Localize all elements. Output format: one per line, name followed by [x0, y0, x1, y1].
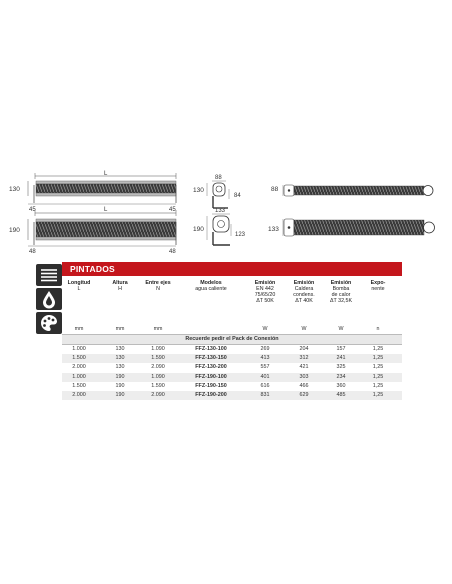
- table-cell: 831: [260, 391, 270, 398]
- table-cell: 2.000: [72, 364, 86, 371]
- col-header-exponente: Expo- nente: [370, 280, 386, 292]
- table-cell: 2.090: [151, 391, 165, 398]
- table-cell: 2.090: [151, 364, 165, 371]
- table-cell: 1,25: [372, 355, 384, 362]
- front-view-190: [9, 207, 176, 255]
- table-cell: 401: [260, 373, 270, 380]
- table-row: [62, 391, 402, 400]
- offset-right-label: 45: [169, 207, 176, 213]
- side-view-130: [193, 175, 241, 208]
- table-cell: 234: [336, 373, 346, 380]
- table-cell: 303: [299, 373, 309, 380]
- top-depth-label: 133: [268, 226, 279, 233]
- table-row: [62, 363, 402, 372]
- table-row: [62, 354, 402, 363]
- specs-table: [62, 262, 402, 400]
- table-cell: 1.090: [151, 346, 165, 352]
- front-view-130: [9, 171, 176, 213]
- table-cell: 1.590: [151, 382, 165, 389]
- table-cell: FFZ-130-150: [195, 355, 227, 362]
- table-body: [62, 345, 402, 400]
- table-cell: 557: [260, 364, 270, 371]
- top-view-190: [268, 219, 435, 236]
- table-cell: 1.000: [72, 373, 86, 380]
- length-label: L: [104, 171, 108, 177]
- table-cell: 616: [260, 382, 270, 389]
- table-cell: 190: [115, 373, 125, 380]
- table-title: PINTADOS: [62, 262, 402, 276]
- side-height-label: 130: [193, 187, 204, 194]
- table-cell: 485: [336, 391, 346, 398]
- table-cell: 130: [115, 364, 125, 371]
- table-cell: 1,25: [372, 382, 384, 389]
- table-cell: 241: [336, 355, 346, 362]
- table-cell: 1.500: [72, 382, 86, 389]
- offset-left-label: 48: [29, 249, 36, 255]
- length-label: L: [104, 207, 108, 213]
- table-cell: 130: [115, 355, 125, 362]
- side-view-190: [193, 208, 246, 245]
- table-cell: 190: [115, 391, 125, 398]
- table-cell: FFZ-130-200: [195, 364, 227, 371]
- table-cell: 312: [299, 355, 309, 362]
- table-cell: 130: [115, 346, 125, 352]
- table-cell: 466: [299, 382, 309, 389]
- table-cell: 190: [115, 382, 125, 389]
- technical-drawings: [0, 0, 452, 262]
- side-width-label: 88: [215, 175, 222, 181]
- table-cell: FFZ-190-200: [195, 391, 227, 398]
- table-cell: 1.500: [72, 355, 86, 362]
- side-depth-label: 84: [234, 193, 241, 199]
- col-header-entre-ejes: Entre ejes N: [145, 280, 171, 292]
- water-drop-icon: [36, 288, 62, 310]
- side-width-label: 133: [215, 208, 226, 214]
- table-cell: 204: [299, 346, 309, 352]
- table-cell: FFZ-190-100: [195, 373, 227, 380]
- table-cell: 1.590: [151, 355, 165, 362]
- table-cell: 325: [336, 364, 346, 371]
- offset-left-label: 45: [29, 207, 36, 213]
- offset-right-label: 48: [169, 249, 176, 255]
- table-cell: 629: [299, 391, 309, 398]
- col-header-emision-en442: Emisión EN 442 75/65/20 ΔT 50K: [254, 280, 276, 304]
- units-row: mm mm mm W W W n: [74, 326, 380, 332]
- radiator-fins-icon: [36, 264, 62, 286]
- table-cell: FFZ-130-100: [195, 346, 227, 352]
- table-cell: 413: [260, 355, 270, 362]
- table-cell: 2.000: [72, 391, 86, 398]
- height-label: 130: [9, 186, 20, 193]
- connection-pack-note: Recuerde pedir el Pack de Conexión: [62, 334, 402, 345]
- col-header-emision-caldera: Emisión Caldera condens. ΔT 40K: [293, 280, 315, 304]
- col-header-altura: Altura H: [112, 280, 128, 292]
- col-header-emision-bomba: Emisión Bomba de calor ΔT 32,5K: [330, 280, 352, 304]
- table-header: [62, 276, 402, 324]
- height-label: 190: [9, 227, 20, 234]
- table-cell: 1,25: [372, 364, 384, 371]
- table-cell: 421: [299, 364, 309, 371]
- table-cell: 1,25: [372, 391, 384, 398]
- table-cell: FFZ-190-150: [195, 382, 227, 389]
- table-cell: 269: [260, 346, 270, 352]
- col-header-modelos: Modelos agua caliente: [195, 280, 227, 292]
- table-cell: 1,25: [372, 373, 384, 380]
- table-row: [62, 373, 402, 382]
- table-cell: 157: [336, 346, 346, 352]
- table-row: [62, 345, 402, 354]
- col-header-longitud: Longitud L: [67, 280, 91, 292]
- paint-palette-icon: [36, 312, 62, 334]
- table-cell: 1.090: [151, 373, 165, 380]
- table-cell: 360: [336, 382, 346, 389]
- top-depth-label: 88: [271, 186, 279, 193]
- table-cell: 1,25: [372, 346, 384, 352]
- table-row: [62, 382, 402, 391]
- side-height-label: 190: [193, 226, 204, 233]
- table-cell: 1.000: [72, 346, 86, 352]
- top-view-130: [271, 185, 433, 196]
- side-depth-label: 123: [235, 232, 246, 238]
